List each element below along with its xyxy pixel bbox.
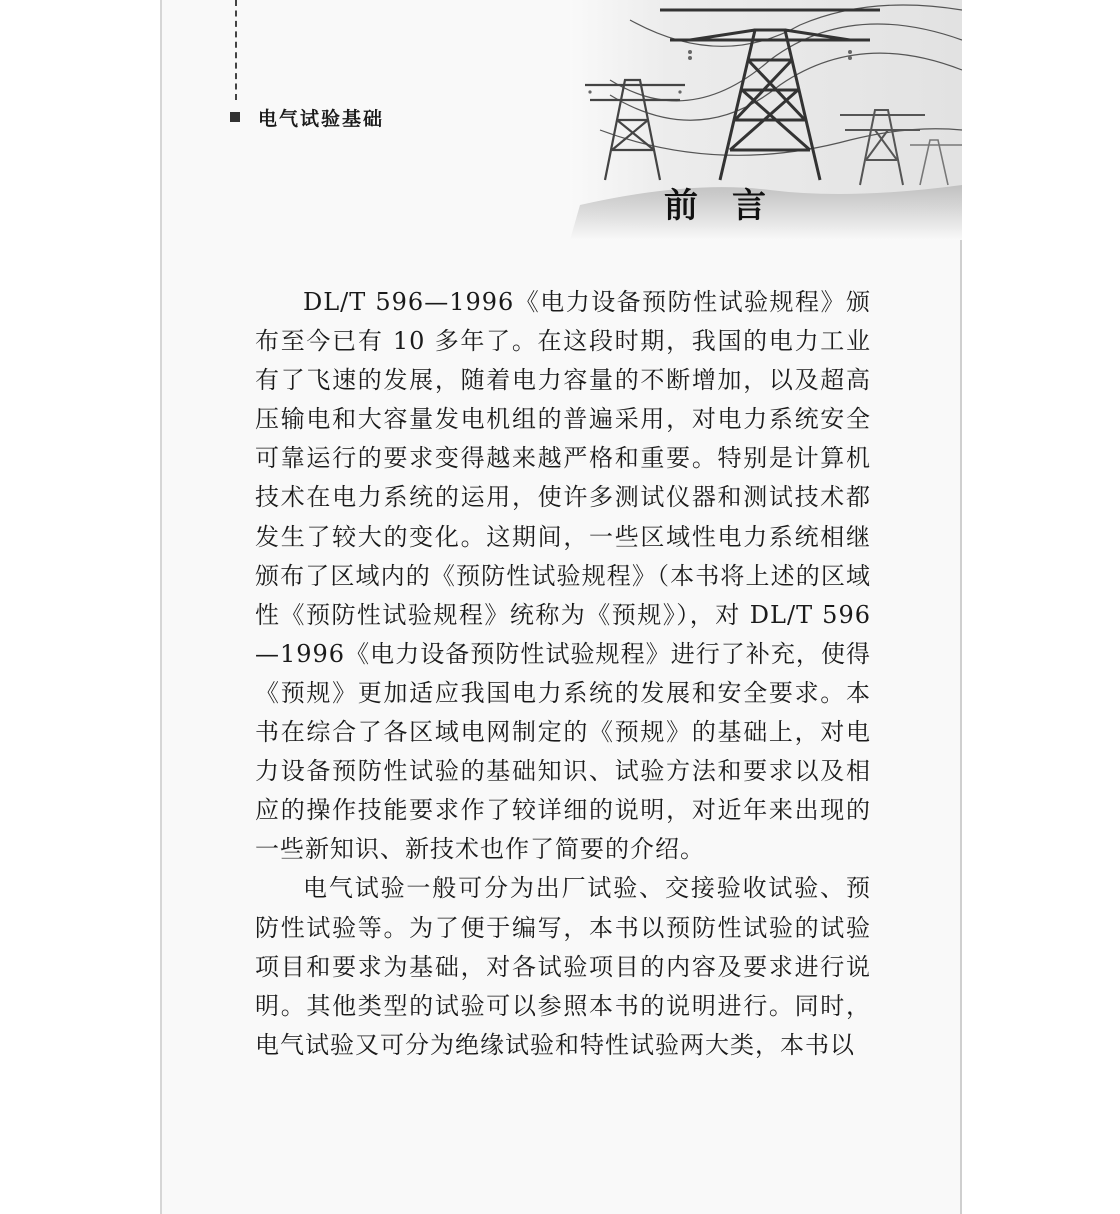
body-text [255,283,871,1065]
book-page [160,0,962,1214]
dashed-margin-line [235,0,237,100]
running-head: 电气试验基础 [258,108,385,130]
page-left-edge [160,0,162,1214]
square-bullet-icon [230,112,240,122]
paragraph: DL/T 596—1996《电力设备预防性试验规程》颁布至今已有 10 多年了。在这段时期，我国的电力工业有了飞速的发展，随着电力容量的不断增加，以及超高压输电和大容量发电机组的普遍采用，对电力系统安全可靠运行的要求变得越来越严格和重要。特别是计算机技术在电力系统的运用，使许多测试仪器和测试技术都发生了较大的变化。这期间，一些区域性电力系统相继颁布了区域内的《预防性试验规程》（本书将上述的区域性《预防性试验规程》统称为《预规》），对 DL/T 596—1996《电力设备预防性试验规程》进行了补充，使得《预规》更加适应我国电力系统的发展和安全要求。本书在综合了各区域电网制定的《预规》的基础上，对电力设备预防性试验的基础知识、试验方法和要求以及相应的操作技能要求作了较详细的说明，对近年来出现的一些新知识、新技术也作了简要的介绍。 [255,288,871,864]
section-title: 前言 [664,186,800,226]
paragraph: 电气试验一般可分为出厂试验、交接验收试验、预防性试验等。为了便于编写，本书以预防性试验的试验项目和要求为基础，对各试验项目的内容及要求进行说明。其他类型的试验可以参照本书的说明进行。同时，电气试验又可分为绝缘试验和特性试验两大类，本书以 [255,874,871,1059]
